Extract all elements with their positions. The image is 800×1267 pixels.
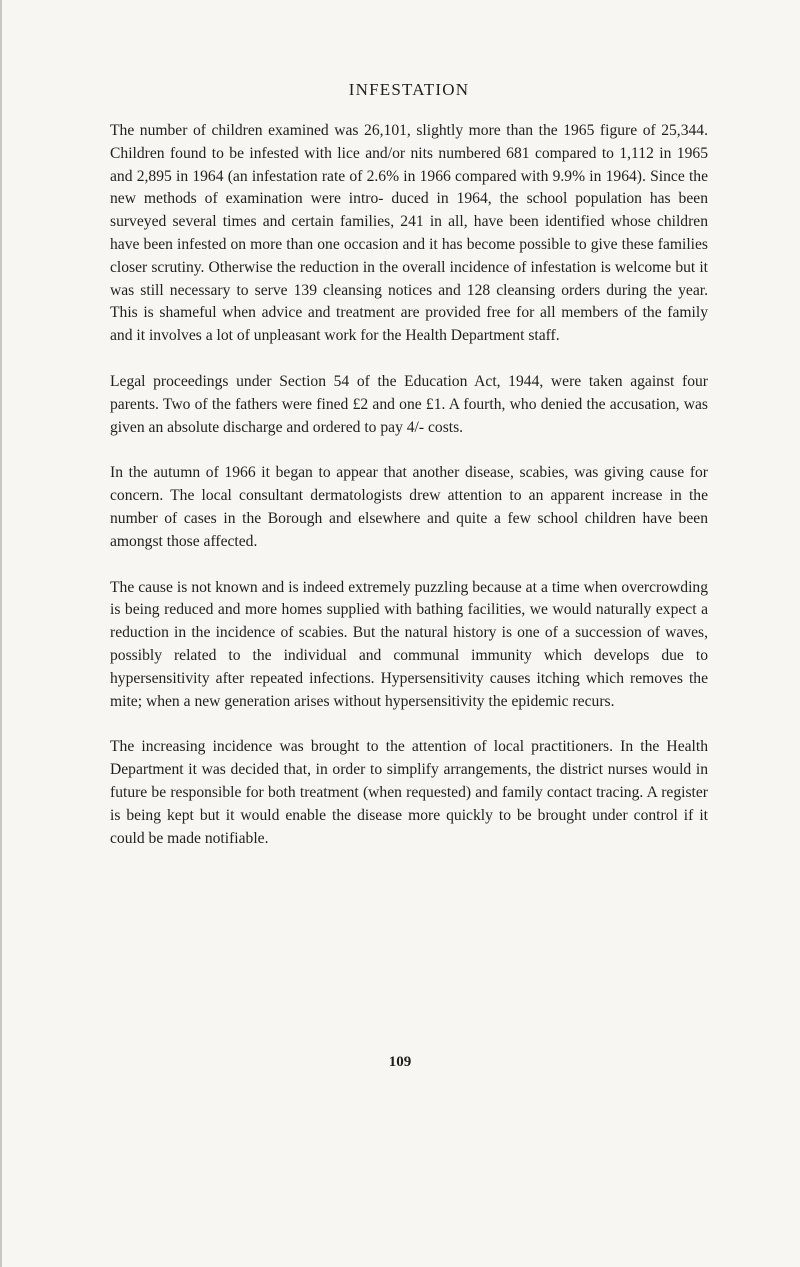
page-edge-rule xyxy=(0,0,2,1267)
paragraph-scabies-cause: The cause is not known and is indeed extremely puzzling because at a time when overcrowding is being reduced and more homes supplied with bathing facilities, we would naturally expect a reduction in the incidence of scabies. But the natural history is one of a succession of waves, possibly related to the individual and communal immunity which develops due to hypersensitivity after repeated infections. Hypersensitivity causes itching which removes the mite; when a new generation arises without hypersensitivity the epidemic recurs. xyxy=(110,578,708,710)
section-title: INFESTATION xyxy=(348,80,470,99)
page-number: 109 xyxy=(388,1054,412,1070)
paragraph-practitioners-arrangements: The increasing incidence was brought to the attention of local practitioners. In the Health Department it was decided that, in order to simplify arrangements, the district nurses would in future be responsible for both treatment (when requested) and family contact tracing. A register is being kept but it would enable the disease more quickly to be brought under control if it could be made notifiable. xyxy=(110,738,708,847)
document-page xyxy=(110,80,708,873)
paragraph-infestation-statistics: The number of children examined was 26,101, slightly more than the 1965 figure of 25,344. Children found to be infested with lice and/or nits numbered 681 compared to 1,112 in 1965 and 2,895 in 1964 (an infestation rate of 2.6% in 1966 compared with 9.9% in 1964). Since the new methods of examination were intro- duced in 1964, the school population has been surveyed several times and certain families, 241 in all, have been identified whose children have been infested on more than one occasion and it has become possible to give these families closer scrutiny. Otherwise the reduction in the overall incidence of infestation is welcome but it was still necessary to serve 139 cleansing notices and 128 cleansing orders during the year. This is shameful when advice and treatment are provided free for all members of the family and it involves a lot of unpleasant work for the Health Department staff. xyxy=(110,122,708,345)
paragraph-legal-proceedings: Legal proceedings under Section 54 of the Education Act, 1944, were taken against four parents. Two of the fathers were fined £2 and one £1. A fourth, who denied the accusation, was given an absolute discharge and ordered to pay 4/- costs. xyxy=(110,372,708,436)
paragraph-scabies-concern: In the autumn of 1966 it began to appear that another disease, scabies, was giving cause for concern. The local consultant dermatologists drew attention to an apparent increase in the number of cases in the Borough and elsewhere and quite a few school children have been amongst those affected. xyxy=(110,464,708,550)
